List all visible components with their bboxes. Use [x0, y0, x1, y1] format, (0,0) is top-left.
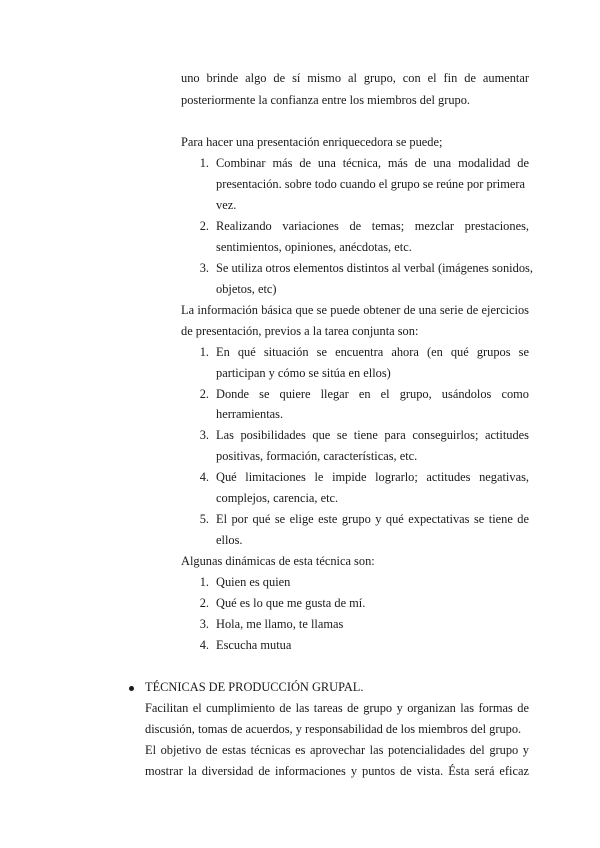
- list-item-line: Se utiliza otros elementos distintos al verbal (imágenes sonidos,: [216, 261, 533, 275]
- list-item-line: participan y cómo se sitúa en ellos): [216, 366, 391, 380]
- dynamics-heading: Algunas dinámicas de esta técnica son:: [181, 554, 375, 568]
- list-item-line: presentación. sobre todo cuando el grupo se reúne por primera: [216, 177, 525, 191]
- list-item-line: En qué situación se encuentra ahora (en qué grupos se: [216, 345, 529, 359]
- list-number: 4.: [199, 470, 209, 484]
- list-item-line: Donde se quiere llegar en el grupo, usándolos como: [216, 387, 529, 401]
- list-number: 2.: [199, 387, 209, 401]
- production-p2-line-1: El objetivo de estas técnicas es aprovechar las potencialidades del grupo y: [145, 743, 529, 757]
- intro-line-1: uno brinde algo de sí mismo al grupo, con el fin de aumentar: [181, 71, 529, 85]
- production-p1-line-1: Facilitan el cumplimiento de las tareas de grupo y organizan las formas de: [145, 701, 529, 715]
- list-item-line: Realizando variaciones de temas; mezclar prestaciones,: [216, 219, 529, 233]
- basic-info-line-2: de presentación, previos a la tarea conjunta son:: [181, 324, 419, 338]
- list-number: 1.: [199, 575, 209, 589]
- list-item-line: herramientas.: [216, 407, 284, 421]
- list-item-line: El por qué se elige este grupo y qué expectativas se tiene de: [216, 512, 529, 526]
- list-item-line: Escucha mutua: [216, 638, 292, 652]
- list-number: 2.: [199, 219, 209, 233]
- list-number: 4.: [199, 638, 209, 652]
- list-item-line: Quien es quien: [216, 575, 291, 589]
- list-item-line: Combinar más de una técnica, más de una modalidad de: [216, 156, 529, 170]
- list-item-line: positivas, formación, características, etc.: [216, 449, 418, 463]
- list-item-line: complejos, carencia, etc.: [216, 491, 339, 505]
- list-item-line: Hola, me llamo, te llamas: [216, 617, 344, 631]
- basic-info-line-1: La información básica que se puede obtener de una serie de ejercicios: [181, 303, 529, 317]
- list-item-line: Las posibilidades que se tiene para conseguirlos; actitudes: [216, 428, 529, 442]
- list-item-line: objetos, etc): [216, 282, 277, 296]
- list-item-line: Qué es lo que me gusta de mí.: [216, 596, 366, 610]
- list-number: 3.: [199, 617, 209, 631]
- list-item-line: Qué limitaciones le impide lograrlo; actitudes negativas,: [216, 470, 529, 484]
- list-item-line: sentimientos, opiniones, anécdotas, etc.: [216, 240, 412, 254]
- presentation-heading: Para hacer una presentación enriquecedora se puede;: [181, 135, 443, 149]
- intro-line-2: posteriormente la confianza entre los miembros del grupo.: [181, 93, 471, 107]
- list-number: 5.: [199, 512, 209, 526]
- bullet-icon: [129, 686, 134, 691]
- production-p1-line-2: discusión, tomas de acuerdos, y responsabilidad de los miembros del grupo.: [145, 722, 522, 736]
- list-number: 3.: [199, 428, 209, 442]
- list-number: 1.: [199, 345, 209, 359]
- list-item-line: ellos.: [216, 533, 243, 547]
- production-p2-line-2: mostrar la diversidad de informaciones y puntos de vista. Ésta será eficaz: [145, 764, 529, 778]
- list-number: 1.: [199, 156, 209, 170]
- list-item-line: vez.: [216, 198, 237, 212]
- list-number: 3.: [199, 261, 209, 275]
- production-heading: TÉCNICAS DE PRODUCCIÓN GRUPAL.: [145, 680, 364, 694]
- list-number: 2.: [199, 596, 209, 610]
